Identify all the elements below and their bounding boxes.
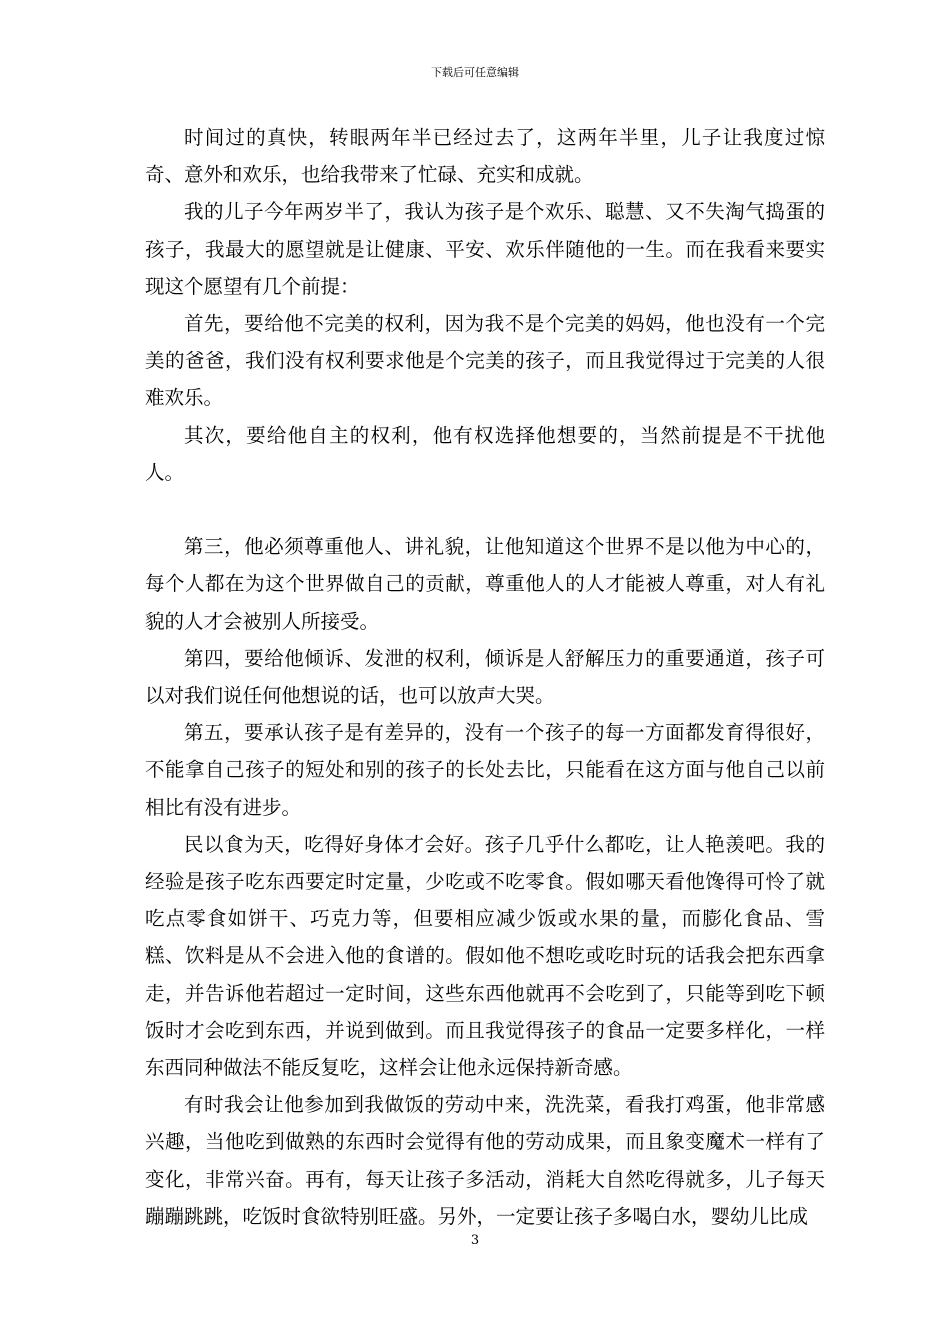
paragraph-9: 有时我会让他参加到我做饭的劳动中来，洗洗菜，看我打鸡蛋，他非常感兴趣，当他吃到做熟的东西时会觉得有他的劳动成果，而且象变魔术一样有了变化，非常兴奋。再有，每天让孩子多活动，消耗大自然吃得就多，儿子每天蹦蹦跳跳，吃饭时食欲特别旺盛。另外，一定要让孩子多喝白水，婴幼儿比成 <box>145 1093 825 1228</box>
paragraph-1: 时间过的真快，转眼两年半已经过去了，这两年半里，儿子让我度过惊奇、意外和欢乐，也给我带来了忙碌、充实和成就。 <box>145 126 825 187</box>
document-body <box>145 119 825 1235</box>
page-number: 3 <box>470 1233 480 1248</box>
paragraph-3: 首先，要给他不完美的权利，因为我不是个完美的妈妈，他也没有一个完美的爸爸，我们没有权利要求他是个完美的孩子，而且我觉得过于完美的人很难欢乐。 <box>145 312 825 410</box>
paragraph-8: 民以食为天，吃得好身体才会好。孩子几乎什么都吃，让人艳羡吧。我的经验是孩子吃东西要定时定量，少吃或不吃零食。假如哪天看他馋得可怜了就吃点零食如饼干、巧克力等，但要相应减少饭或水果的量，而膨化食品、雪糕、饮料是从不会进入他的食谱的。假如他不想吃或吃时玩的话我会把东西拿走，并告诉他若超过一定时间，这些东西他就再不会吃到了，只能等到吃下顿饭时才会吃到东西，并说到做到。而且我觉得孩子的食品一定要多样化，一样东西同种做法不能反复吃，这样会让他永远保持新奇感。 <box>145 832 825 1080</box>
paragraph-2: 我的儿子今年两岁半了，我认为孩子是个欢乐、聪慧、又不失淘气捣蛋的孩子，我最大的愿望就是让健康、平安、欢乐伴随他的一生。而在我看来要实现这个愿望有几个前提： <box>145 200 825 298</box>
page-header: 下载后可任意编辑 <box>431 66 519 79</box>
paragraph-7: 第五，要承认孩子是有差异的，没有一个孩子的每一方面都发育得很好，不能拿自己孩子的短处和别的孩子的长处去比，只能看在这方面与他自己以前相比有没有进步。 <box>145 721 825 819</box>
paragraph-4: 其次，要给他自主的权利，他有权选择他想要的，当然前提是不干扰他人。 <box>145 423 825 484</box>
paragraph-5: 第三，他必须尊重他人、讲礼貌，让他知道这个世界不是以他为中心的，每个人都在为这个世界做自己的贡献，尊重他人的人才能被人尊重，对人有礼貌的人才会被别人所接受。 <box>145 535 825 633</box>
paragraph-6: 第四，要给他倾诉、发泄的权利，倾诉是人舒解压力的重要通道，孩子可以对我们说任何他想说的话，也可以放声大哭。 <box>145 646 825 708</box>
